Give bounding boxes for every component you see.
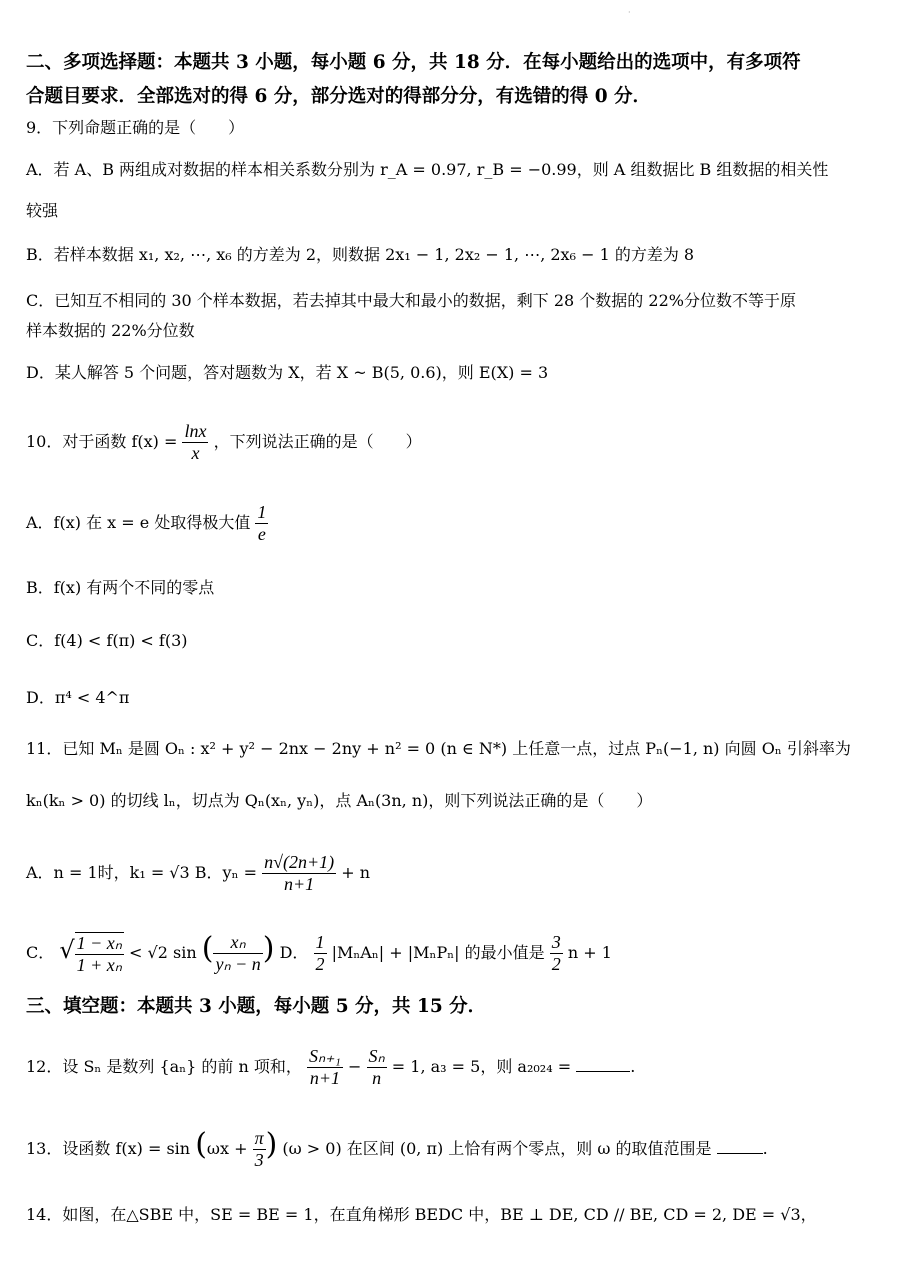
left-paren: ( xyxy=(201,931,214,966)
q9-option-a-line2: 较强 xyxy=(26,201,59,220)
q12-f1-num: Sₙ₊₁ xyxy=(308,1046,341,1066)
q13-fraction xyxy=(253,1128,266,1171)
q14-stem-line1: 14．如图，在△SBE 中，SE = BE = 1，在直角梯形 BEDC 中，BE ⊥ DE, CD // BE, CD = 2, DE = √3， xyxy=(26,1205,817,1224)
q10-a-fraction xyxy=(255,502,268,545)
q11-d-den: 2 xyxy=(315,954,325,974)
section3-heading: 三、填空题：本题共 3 小题，每小题 5 分，共 15 分． xyxy=(26,996,487,1017)
q11-options-ab xyxy=(26,845,370,901)
q13-end: . xyxy=(762,1139,768,1158)
q13-f-den: 3 xyxy=(254,1150,264,1170)
q9-option-d: D．某人解答 5 个问题，答对题数为 X，若 X ~ B(5, 0.6)，则 E(X) = 3 xyxy=(26,363,549,382)
q11-option-c-mid: < √2 sin xyxy=(129,943,197,962)
q11-option-b-pre: B．yₙ = xyxy=(194,863,257,882)
q11-option-b-post: + n xyxy=(341,863,370,882)
q11-option-c-pre: C． xyxy=(26,943,55,962)
q11-stem-line2: kₙ(kₙ > 0) 的切线 lₙ，切点为 Qₙ(xₙ, yₙ)，点 Aₙ(3n, n)，则下列说法正确的是（ ） xyxy=(26,791,653,810)
q11-d-num2: 3 xyxy=(551,932,561,952)
q10-option-a xyxy=(26,498,268,548)
q11-b-den: n+1 xyxy=(284,874,315,894)
q11-c-sin-den: yₙ − n xyxy=(215,954,261,974)
q10-frac-num: lnx xyxy=(184,421,207,441)
q9-option-c-line2: 样本数据的 22%分位数 xyxy=(26,321,195,340)
q13-answer-blank[interactable] xyxy=(717,1139,763,1154)
q10-stem xyxy=(26,417,422,467)
q13-pre: 13．设函数 f(x) = sin xyxy=(26,1139,191,1158)
q11-c-sin-fraction xyxy=(213,932,262,975)
q10-option-b: B．f(x) 有两个不同的零点 xyxy=(26,578,215,597)
q10-fraction xyxy=(182,421,208,464)
header-dot: · xyxy=(628,8,631,17)
section2-heading-line2: 合题目要求．全部选对的得 6 分，部分选对的得部分分，有选错的得 0 分． xyxy=(26,86,652,107)
q11-d-num: 1 xyxy=(315,932,325,952)
q11-option-d-mid: |MₙAₙ| + |MₙPₙ| 的最小值是 xyxy=(331,943,545,962)
q11-d-fraction-half xyxy=(314,932,327,975)
q13-paren-pre: ωx + xyxy=(206,1139,248,1158)
q13 xyxy=(26,1118,768,1176)
q11-c-root-fraction xyxy=(75,932,124,976)
q11-options-cd xyxy=(26,918,612,984)
q11-c-root-num: 1 − xₙ xyxy=(76,932,122,953)
q12-fraction-1 xyxy=(307,1046,343,1089)
q12-f2-den: n xyxy=(372,1068,382,1088)
q10-stem-pre: 10．对于函数 f(x) = xyxy=(26,432,183,451)
q9-option-c-line1: C．已知互不相同的 30 个样本数据，若去掉其中最大和最小的数据，剩下 28 个数据的 22%分位数不等于原 xyxy=(26,291,796,310)
q12-end: . xyxy=(630,1057,636,1076)
q9-option-b: B．若样本数据 x₁, x₂, ⋯, x₆ 的方差为 2，则数据 2x₁ − 1, 2x₂ − 1, ⋯, 2x₆ − 1 的方差为 8 xyxy=(26,245,695,264)
q13-left-paren: ( xyxy=(195,1127,207,1162)
q11-b-fraction xyxy=(262,852,336,895)
q9-stem: 9．下列命题正确的是（ ） xyxy=(26,118,245,137)
q12-f1-den: n+1 xyxy=(309,1068,341,1088)
q12-answer-blank[interactable] xyxy=(576,1057,630,1072)
q12-minus: − xyxy=(348,1057,362,1076)
q10-a-text: A．f(x) 在 x = e 处取得极大值 xyxy=(26,513,251,532)
q10-frac-den: x xyxy=(191,443,200,463)
q13-f-num: π xyxy=(254,1128,264,1148)
q10-a-den: e xyxy=(257,524,266,544)
q11-option-a: A．n = 1时，k₁ = √3 xyxy=(26,863,190,882)
q11-c-root-den: 1 + xₙ xyxy=(76,954,122,975)
q12-f2-num: Sₙ xyxy=(368,1046,385,1066)
q10-option-c: C．f(4) < f(π) < f(3) xyxy=(26,631,188,650)
q9-option-a-line1: A．若 A、B 两组成对数据的样本相关系数分别为 r_A = 0.97, r_B = −0.99，则 A 组数据比 B 组数据的相关性 xyxy=(26,160,829,179)
q10-option-d: D．π⁴ < 4^π xyxy=(26,688,130,707)
q10-a-num: 1 xyxy=(257,502,267,522)
q11-b-num: n√(2n+1) xyxy=(264,852,335,872)
q12-post: = 1, a₃ = 5，则 a₂₀₂₄ = xyxy=(391,1057,572,1076)
q11-option-d-post: n + 1 xyxy=(567,943,612,962)
q13-post: (ω > 0) 在区间 (0, π) 上恰有两个零点，则 ω 的取值范围是 xyxy=(282,1139,712,1158)
section2-heading-line1: 二、多项选择题：本题共 3 小题，每小题 6 分，共 18 分．在每小题给出的选项中，有多项符 xyxy=(26,52,801,73)
q12-pre: 12．设 Sₙ 是数列 {aₙ} 的前 n 项和， xyxy=(26,1057,302,1076)
q13-right-paren: ) xyxy=(265,1127,278,1162)
q11-c-sin-num: xₙ xyxy=(213,932,262,954)
q11-stem-line1: 11．已知 Mₙ 是圆 Oₙ : x² + y² − 2nx − 2ny + n² = 0 (n ∈ N*) 上任意一点，过点 Pₙ(−1, n) 向圆 Oₙ 引斜率为 xyxy=(26,739,851,758)
q11-d-fraction-three-halves xyxy=(550,932,563,975)
q10-stem-post: ，下列说法正确的是（ ） xyxy=(213,432,422,451)
sqrt-symbol: √ xyxy=(59,936,75,964)
q12 xyxy=(26,1040,635,1094)
right-paren: ) xyxy=(262,931,275,966)
q11-option-d-pre: D． xyxy=(279,943,309,962)
q11-d-den2: 2 xyxy=(551,954,561,974)
q12-fraction-2 xyxy=(367,1046,387,1089)
